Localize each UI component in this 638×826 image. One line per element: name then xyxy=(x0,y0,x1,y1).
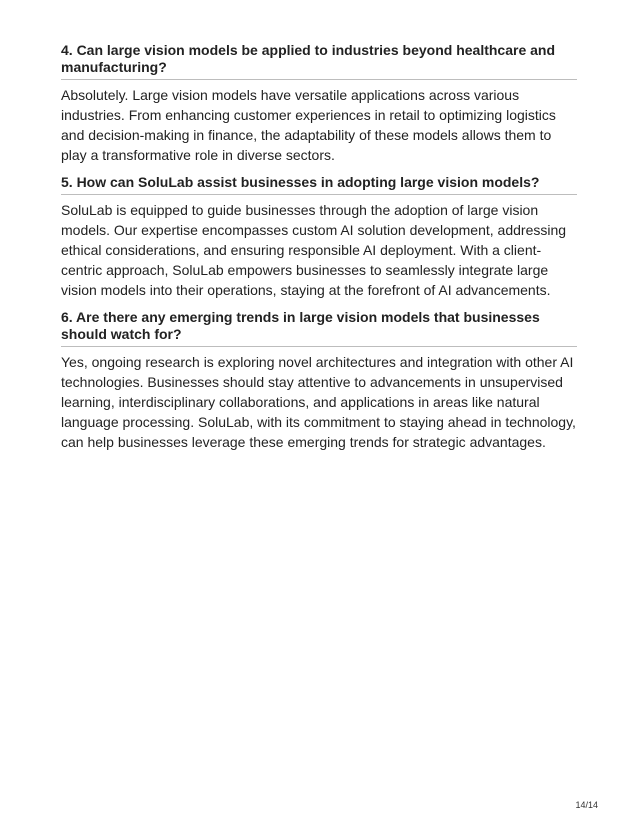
faq-answer: Yes, ongoing research is exploring novel architectures and integration with other AI technologies. Businesses should stay attentive to advancements in unsupervised learning, interdisciplinary collaborations, and applications in areas like natural language processing. SoluLab, with its commitment to staying ahead in technology, can help businesses leverage these emerging trends for strategic advantages. xyxy=(61,354,576,450)
document-page xyxy=(61,42,577,452)
faq-item-5 xyxy=(61,174,577,300)
page-number: 14/14 xyxy=(575,800,598,810)
faq-answer: Absolutely. Large vision models have versatile applications across various industries. From enhancing customer experiences in retail to optimizing logistics and decision-making in finance, the adaptability of these models allows them to play a transformative role in diverse sectors. xyxy=(61,87,556,163)
faq-question: 5. How can SoluLab assist businesses in adopting large vision models? xyxy=(61,174,577,195)
faq-question: 6. Are there any emerging trends in large vision models that businesses should watch for? xyxy=(61,309,577,347)
faq-item-6 xyxy=(61,309,577,452)
faq-question: 4. Can large vision models be applied to industries beyond healthcare and manufacturing? xyxy=(61,42,577,80)
faq-item-4 xyxy=(61,42,577,165)
faq-answer: SoluLab is equipped to guide businesses through the adoption of large vision models. Our expertise encompasses custom AI solution development, addressing ethical considerations, and ensuring responsible AI deployment. With a client-centric approach, SoluLab empowers businesses to seamlessly integrate large vision models into their operations, staying at the forefront of AI advancements. xyxy=(61,202,567,298)
